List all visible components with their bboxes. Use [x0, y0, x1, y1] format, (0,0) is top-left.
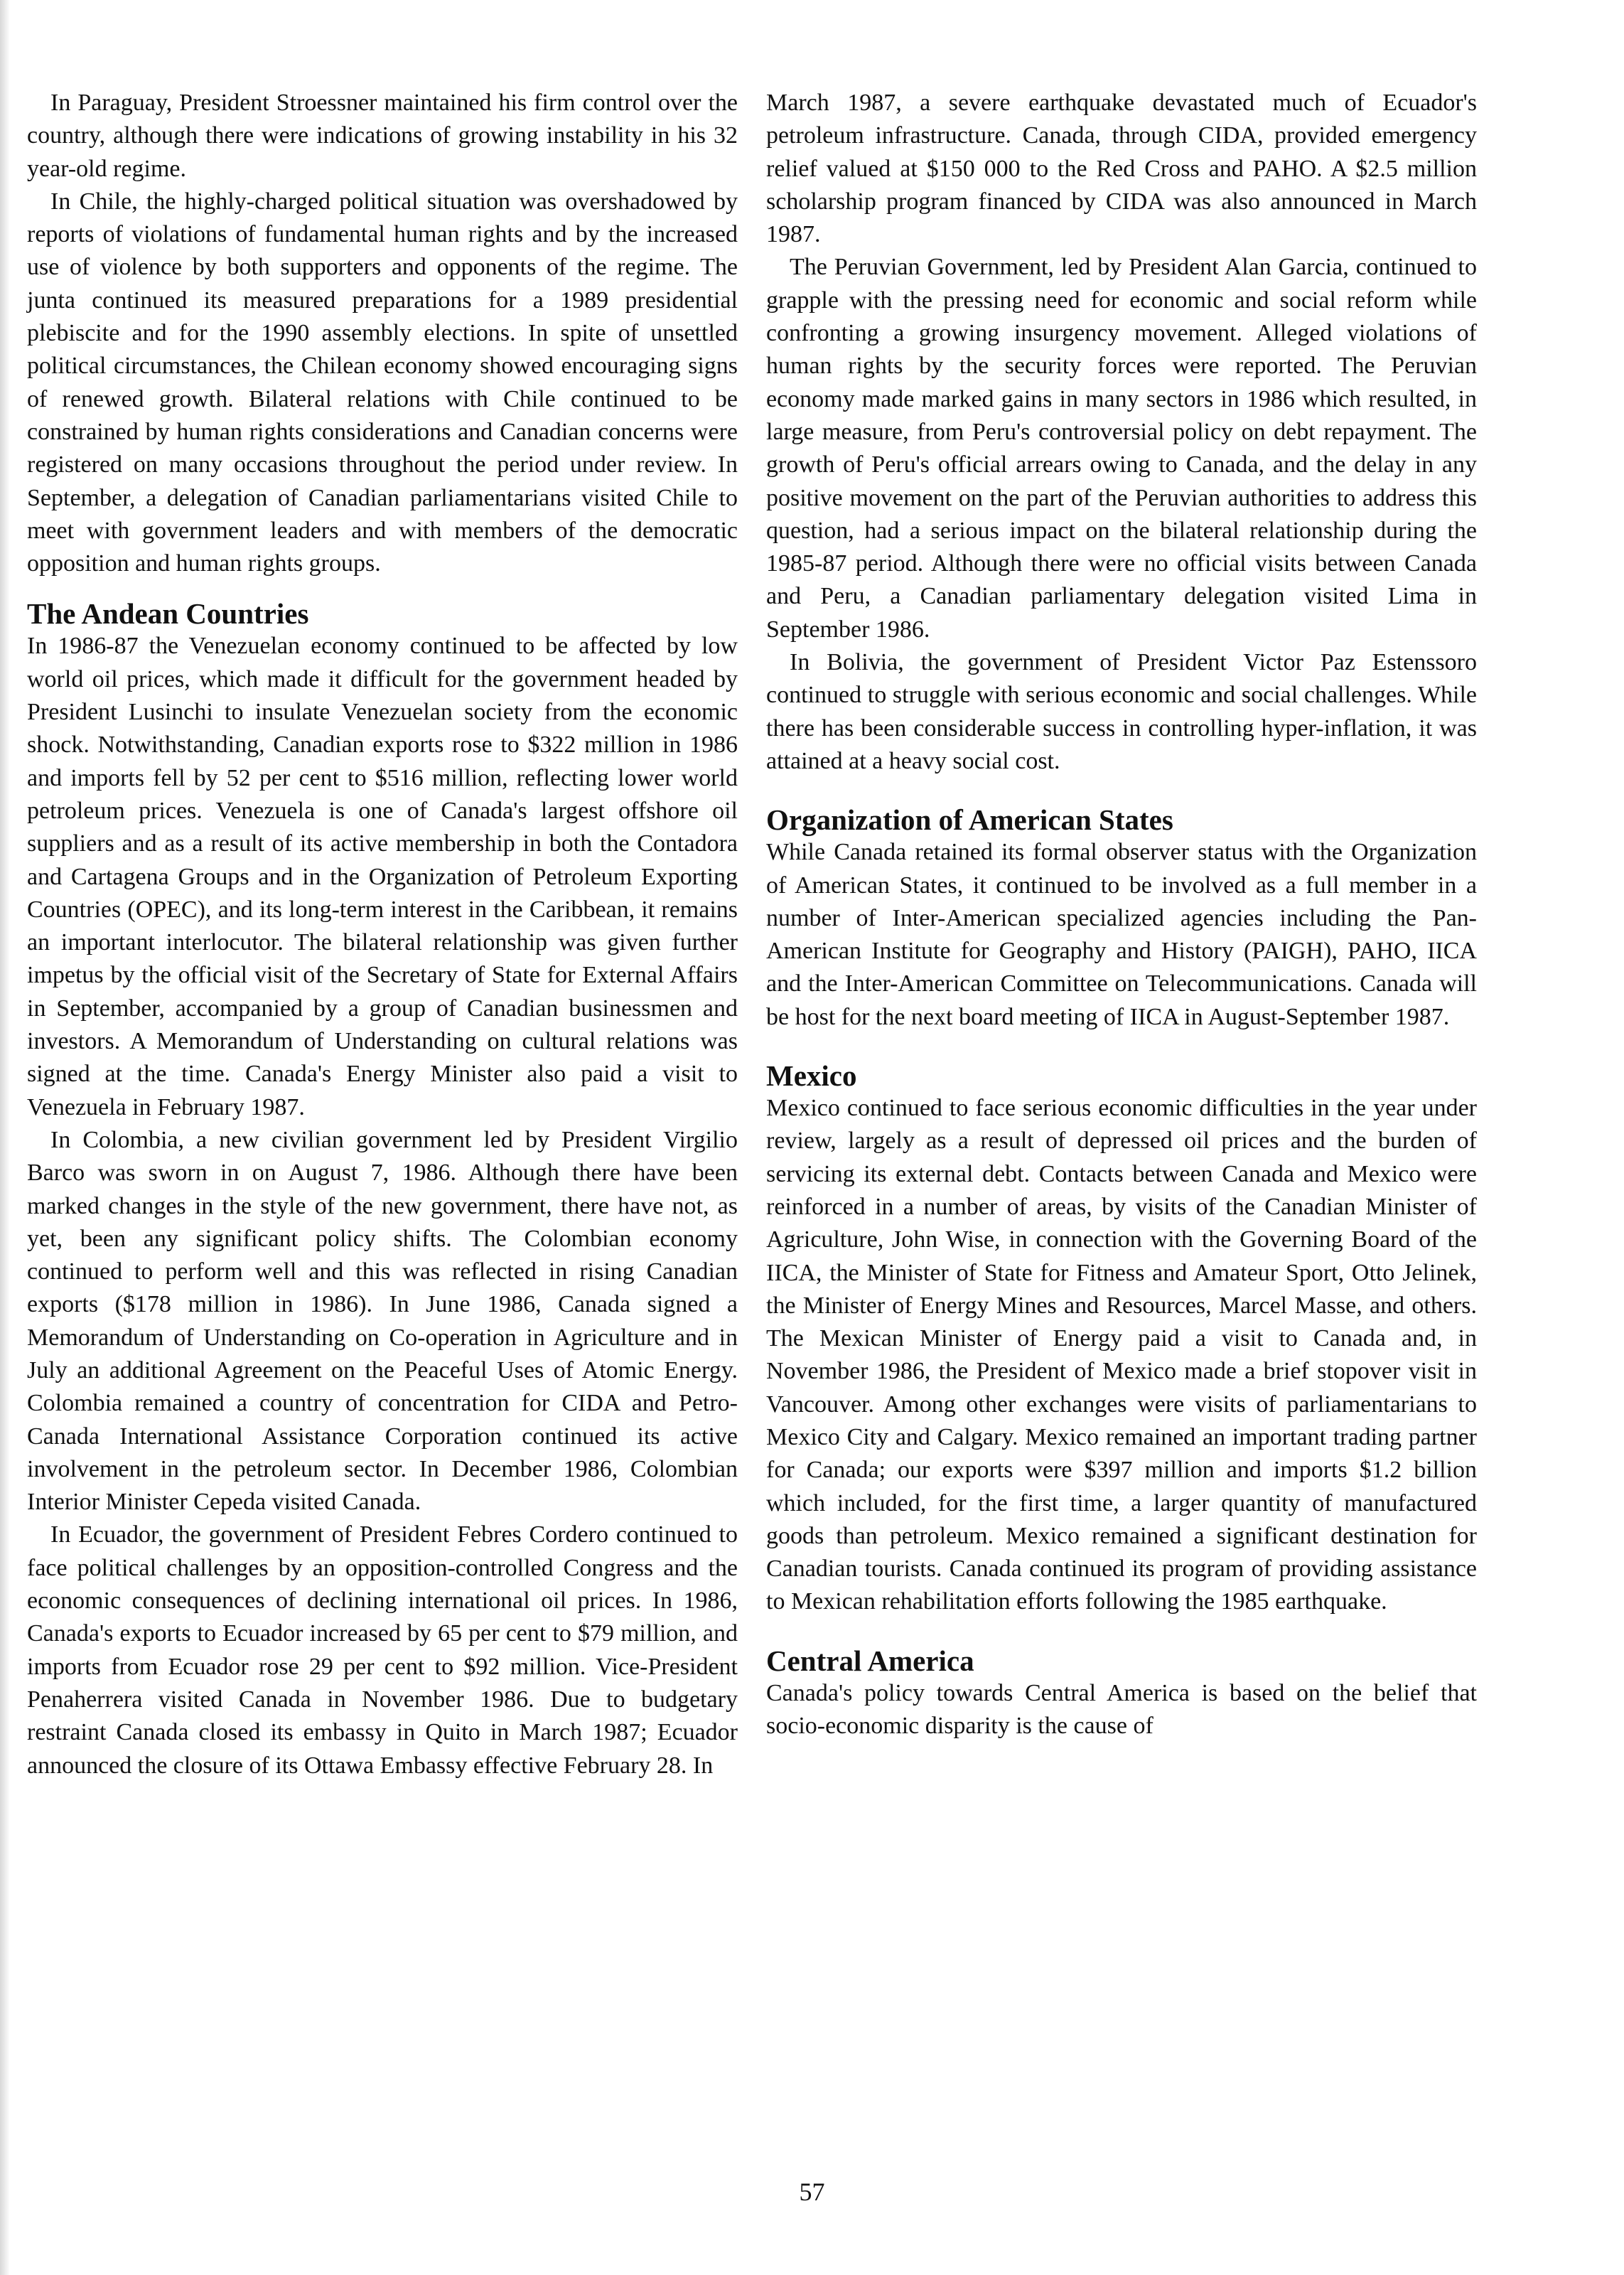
paragraph-ecuador: In Ecuador, the government of President Febres Cordero continued to face political challenges by an opposition-controlled Congress and the economic consequences of declining international oil prices. In 1986, Canada's exports to Ecuador increased by 65 per cent to $79 million, and imports from Ecuador rose 29 per cent to $92 million. Vice-President Penaherrera visited Canada in November 1986. Due to budgetary restraint Canada closed its embassy in Quito in March 1987; Ecuador announced the closure of its Ottawa Embassy effective February 28. In: [27, 1521, 738, 1779]
right-column: [766, 87, 1477, 1743]
paragraph-mexico: Mexico continued to face serious economic difficulties in the year under review, largely as a result of depressed oil prices and the burden of servicing its external debt. Contacts between Canada and Mexico were reinforced in a number of areas, by visits of the Canadian Minister of Agriculture, John Wise, in connection with the Governing Board of the IICA, the Minister of State for Fitness and Amateur Sport, Otto Jelinek, the Minister of Energy Mines and Resources, Marcel Masse, and others. The Mexican Minister of Energy paid a visit to Canada and, in November 1986, the President of Mexico made a brief stopover visit in Vancouver. Among other exchanges were visits of parliamentarians to Mexico City and Calgary. Mexico remained an important trading partner for Canada; our exports were $397 million and imports $1.2 billion which included, for the first time, a larger quantity of manufactured goods than petroleum. Mexico remained a significant destination for Canadian tourists. Canada continued its program of providing assistance to Mexican rehabilitation efforts following the 1985 earthquake.: [766, 1095, 1477, 1615]
page-number: 57: [799, 2178, 825, 2206]
paragraph-ecuador-continued: March 1987, a severe earthquake devastated much of Ecuador's petroleum infrastructure. Canada, through CIDA, provided emergency relief valued at $150 000 to the Red Cross and PAHO. A $2.5 million scholarship program financed by CIDA was also announced in March 1987.: [766, 90, 1477, 248]
page-edge-shadow: [0, 0, 10, 2275]
paragraph-bolivia: In Bolivia, the government of President Victor Paz Estenssoro continued to struggle with serious economic and social challenges. While there has been considerable success in controlling hyper-inflation, it was attained at a heavy social cost.: [766, 649, 1477, 774]
paragraph-colombia: In Colombia, a new civilian government led by President Virgilio Barco was sworn in on August 7, 1986. Although there have been marked changes in the style of the new government, there have not, as yet, been any significant policy shifts. The Colombian economy continued to perform well and this was reflected in rising Canadian exports ($178 million in 1986). In June 1986, Canada signed a Memorandum of Understanding on Co-operation in Agriculture and in July an additional Agreement on the Peaceful Uses of Atomic Energy. Colombia remained a country of concentration for CIDA and Petro-Canada International Assistance Corporation continued its active involvement in the petroleum sector. In December 1986, Colombian Interior Minister Cepeda visited Canada.: [27, 1126, 738, 1516]
heading-organization-of-american-states: Organization of American States: [766, 803, 1173, 837]
heading-central-america: Central America: [766, 1644, 974, 1677]
paragraph-venezuela: In 1986-87 the Venezuelan economy continued to be affected by low world oil prices, which made it difficult for the government headed by President Lusinchi to insulate Venezuelan society from the economic shock. Notwithstanding, Canadian exports rose to $322 million in 1986 and imports fell by 52 per cent to $516 million, reflecting lower world petroleum prices. Venezuela is one of Canada's largest offshore oil suppliers and as a result of its active membership in both the Contadora and Cartagena Groups and in the Organization of Petroleum Exporting Countries (OPEC), and its long-term interest in the Caribbean, it remains an important interlocutor. The bilateral relationship was given further impetus by the official visit of the Secretary of State for External Affairs in September, accompanied by a group of Canadian businessmen and investors. A Memorandum of Understanding on cultural relations was signed at the time. Canada's Energy Minister also paid a visit to Venezuela in February 1987.: [27, 633, 738, 1120]
paragraph-peru: The Peruvian Government, led by President Alan Garcia, continued to grapple with the pressing need for economic and social reform while confronting a growing insurgency movement. Alleged violations of human rights by the security forces were reported. The Peruvian economy made marked gains in many sectors in 1986 which resulted, in large measure, from Peru's controversial policy on debt repayment. The growth of Peru's official arrears owing to Canada, and the delay in any positive movement on the part of the Peruvian authorities to address this question, had a serious impact on the bilateral relationship during the 1985-87 period. Although there were no official visits between Canada and Peru, a Canadian parliamentary delegation visited Lima in September 1986.: [766, 254, 1477, 643]
paragraph-chile: In Chile, the highly-charged political situation was overshadowed by reports of violations of fundamental human rights and by the increased use of violence by both supporters and opponents of the regime. The junta continued its measured preparations for a 1989 presidential plebiscite and for the 1990 assembly elections. In spite of unsettled political circumstances, the Chilean economy showed encouraging signs of renewed growth. Bilateral relations with Chile continued to be constrained by human rights considerations and Canadian concerns were registered on many occasions throughout the period under review. In September, a delegation of Canadian parliamentarians visited Chile to meet with government leaders and with members of the democratic opposition and human rights groups.: [27, 188, 738, 577]
paragraph-oas: While Canada retained its formal observer status with the Organization of American States, it continued to be involved as a full member in a number of Inter-American specialized agencies including the Pan-American Institute for Geography and History (PAIGH), PAHO, IICA and the Inter-American Committee on Telecommunications. Canada will be host for the next board meeting of IICA in August-September 1987.: [766, 839, 1477, 1030]
left-column: [27, 87, 738, 1782]
heading-andean-countries: The Andean Countries: [27, 597, 309, 631]
paragraph-central-america: Canada's policy towards Central America is based on the belief that socio-economic disparity is the cause of: [766, 1679, 1477, 1740]
heading-mexico: Mexico: [766, 1059, 857, 1093]
paragraph-paraguay: In Paraguay, President Stroessner maintained his firm control over the country, although there were indications of growing instability in his 32 year-old regime.: [27, 90, 738, 182]
